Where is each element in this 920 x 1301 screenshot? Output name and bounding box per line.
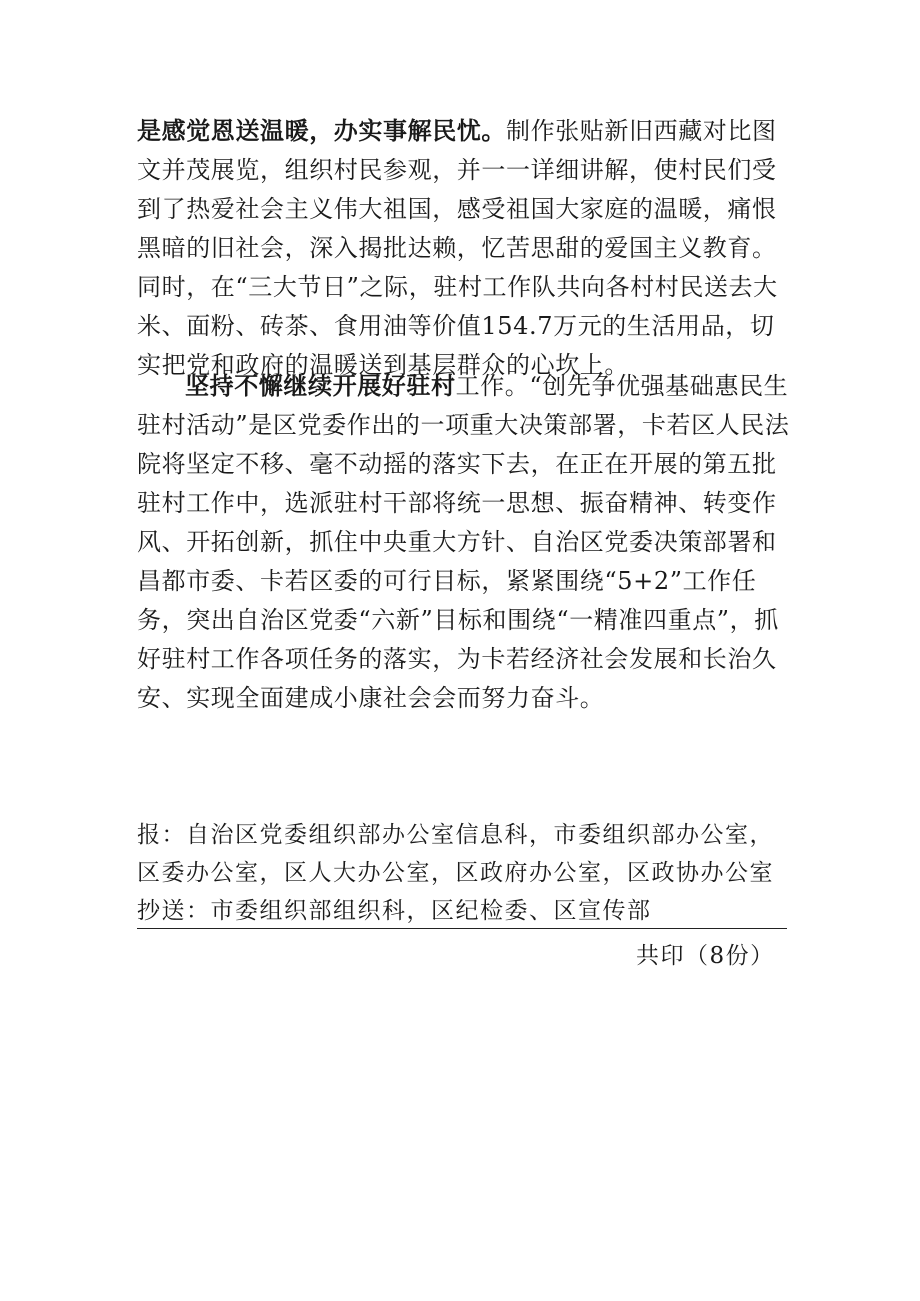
paragraph-warmth-lead: 是感觉恩送温暖，办实事解民忧。 — [137, 117, 506, 145]
distribution-recipients: 报：自治区党委组织部办公室信息科，市委组织部办公室，区委办公室，区人大办公室，区政府办公室，区政协办公室抄送：市委组织部组织科，区纪检委、区宣传部 — [137, 822, 774, 924]
paragraph-warmth-body: 制作张贴新旧西藏对比图文并茂展览，组织村民参观，并一一详细讲解，使村民们受到了热爱社会主义伟大祖国，感受祖国大家庭的温暖，痛恨黑暗的旧社会，深入揭批达赖，忆苦思甜的爱国主义教育。同时，在“三大节日”之际，驻村工作队共向各村村民送去大米、面粉、砖茶、食用油等价值154.7万元的生活用品，切实把党和政府的温暖送到基层群众的心坎上。 — [137, 117, 778, 379]
print-copies: 共印（8份） — [636, 943, 775, 969]
paragraph-village-work-body: 工作。“创先争优强基础惠民生驻村活动”是区党委作出的一项重大决策部署，卡若区人民法院将坚定不移、毫不动摇的落实下去，在正在开展的第五批驻村工作中，选派驻村干部将统一思想、振奋精神、转变作风、开拓创新，抓住中央重大方针、自治区党委决策部署和昌都市委、卡若区委的可行目标，紧紧围绕“5+2”工作任务，突出自治区党委“六新”目标和围绕“一精准四重点”，抓好驻村工作各项任务的落实，为卡若经济社会发展和长治久安、实现全面建成小康社会会而努力奋斗。 — [137, 372, 790, 712]
paragraph-warmth — [137, 112, 797, 385]
paragraph-village-work-lead: 坚持不懈继续开展好驻村 — [185, 372, 456, 400]
footer-divider — [137, 928, 787, 929]
paragraph-village-work — [137, 367, 797, 718]
